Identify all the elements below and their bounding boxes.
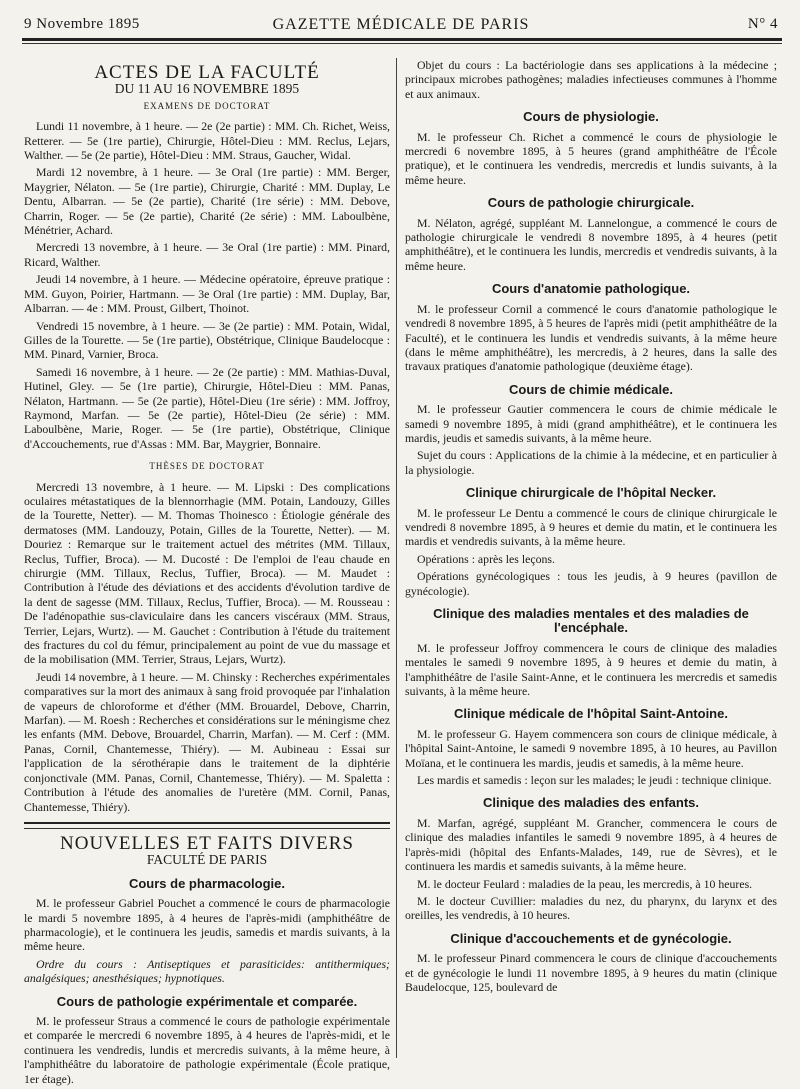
header-rule [22, 38, 782, 41]
examen-entry: Mardi 12 novembre, à 1 heure. — 3e Oral (1re partie) : MM. Berger, Maygrier, Nélaton. — 5e (1re partie), Chirurgie, Charité : MM. Duplay, Le Dentu, Albarran. — 5e (2e partie), Charité (1re série) : MM. Debove, Charrin, Roger. — 5e (2e partie), Charité (2e série) : MM. Laboulbène, Ménétrier, Achard. [24, 165, 390, 238]
paragraph: Opérations : après les leçons. [417, 551, 555, 566]
section-dates: DU 11 AU 16 NOVEMBRE 1895 [114, 81, 300, 97]
paragraph: M. le professeur Ch. Richet a commencé le cours de physiologie le mercredi 6 novembre 1895, à 5 heures (grand amphithéâtre de l'École pratique), et le continuera les vendredis, mercredis et lundis suivants, à la même heure. [405, 129, 777, 187]
running-header [24, 10, 778, 36]
heading-accouchements: Clinique d'accouchements et de gynécologie. [450, 930, 732, 946]
paragraph: Les mardis et samedis : leçon sur les malades; le jeudi : technique clinique. [417, 773, 772, 788]
paragraph: M. le professeur Gabriel Pouchet a commencé le cours de pharmacologie le mardi 5 novembre 1895, à 4 heures de l'après-midi (amphithéâtre de pharmacologie), et le continuera les jeudis, samedis et mardis suivants, à la même heure. [24, 896, 390, 954]
section-subtitle: FACULTÉ DE PARIS [146, 852, 268, 868]
paragraph: M. le professeur G. Hayem commencera son cours de clinique médicale, à l'hôpital Saint-Antoine, le samedi 9 novembre 1895, à 10 heures, au Pavillon Moïana, et le continuera les mardis, jeudis et samedis, à la même heure. [405, 726, 777, 770]
heading-necker: Clinique chirurgicale de l'hôpital Necker. [465, 485, 717, 501]
heading-pharmacologie: Cours de pharmacologie. [128, 875, 286, 891]
paragraph: M. le professeur Cornil a commencé le cours d'anatomie pathologique le vendredi 8 novembre 1895, à 5 heures de l'après midi (petit amphithéâtre de la Faculté), et le continuera les lundis et vendredis suivants, à la même heure (dans le même amphithéâtre), les mercredis, à 2 heures, dans la salle des travaux pratiques d'anatomie pathologique (deuxième étage). [405, 301, 777, 374]
heading-chimie: Cours de chimie médicale. [508, 381, 673, 397]
section-rule-thin [24, 828, 390, 829]
section-title-actes: ACTES DE LA FACULTÉ [94, 62, 320, 83]
right-column [405, 58, 777, 997]
paragraph: M. le professeur Le Dentu a commencé le cours de clinique chirurgicale le vendredi 8 novembre 1895, à 9 heures et demie du matin, et le continuera les mardis et vendredis suivants, à la même heure. [405, 505, 777, 549]
heading-enfants: Clinique des maladies des enfants. [482, 795, 699, 811]
paragraph: Sujet du cours : Applications de la chimie à la médecine, et en particulier à la physiologie. [405, 448, 777, 477]
paragraph: M. le professeur Gautier commencera le cours de chimie médicale le samedi 9 novembre 1895, à midi (grand amphithéâtre), et le continuera les mardis, jeudis et samedis suivants, à la même heure. [405, 402, 777, 445]
heading-maladies-mentales: Clinique des maladies mentales et des maladies de l'encéphale. [433, 606, 749, 636]
these-entry: Mercredi 13 novembre, à 1 heure. — M. Lipski : Des complications oculaires métastatiques de la blennorrhagie (MM. Potain, Landouzy, Gilles de la Tourette, Netter). — M. Thomas Thoinesco : Étiologie générale des dermatoses (MM. Landouzy, Potain, Gilles de la Tourette, Netter). — M. Douriez : Remarque sur le traitement actuel des métrites (MM. Tillaux, Reclus, Tuffier, Broca). — M. Ducosté : De l'emploi de l'eau chaude en chirurgie (MM. Tillaux, Reclus, Tuffier, Broca). — M. Maudet : Contribution à l'étude des déviations et des accidents d'évolution tardive de la dent de sagesse (MM. Tillaux, Reclus, Tuffier, Broca). — M. Rousseau : De l'adénopathie sus-claviculaire dans les cancers viscéraux (MM. Straus, Terrier, Lejars, Wurtz). — M. Gauchet : Contribution à l'étude du traitement des fractures du col du fémur, principalement au point de vue du massage et de la mobilisation (MM. Terrier, Straus, Lejars, Wurtz). [24, 479, 390, 667]
paragraph: M. le professeur Straus a commencé le cours de pathologie expérimentale et comparée le mercredi 6 novembre 1895, à 4 heures de l'après-midi, et le continuera les vendredis, lundis et mercredis suivants, à la même heure, à l'amphithéâtre du laboratoire de pathologie expérimentale (École pratique, 1er étage). [24, 1013, 390, 1086]
examen-entry: Vendredi 15 novembre, à 1 heure. — 3e (2e partie) : MM. Potain, Widal, Gilles de la Tourette. — 5e (1re partie), Obstétrique, Clinique Baudelocque : MM. Pinard, Varnier, Broca. [24, 318, 390, 362]
heading-physiologie: Cours de physiologie. [523, 109, 659, 125]
heading-pathologie-experimentale: Cours de pathologie expérimentale et comparée. [56, 993, 358, 1009]
paragraph: Objet du cours : La bactériologie dans ses applications à la médecine ; principaux microbes pathogènes; maladies infectieuses communes à l'homme et aux animaux. [405, 58, 777, 101]
issue-date: 9 Novembre 1895 [24, 16, 140, 32]
section-rule [24, 822, 390, 824]
column-divider [396, 58, 397, 1058]
examen-entry: Samedi 16 novembre, à 1 heure. — 2e (2e partie) : MM. Mathias-Duval, Hutinel, Gley. — 5e (1re partie), Chirurgie, Hôtel-Dieu : MM. Panas, Nélaton, Hartmann. — 5e (2e partie), Hôtel-Dieu (1re série) : MM. Joffroy, Raymond, Marfan. — 5e (2e partie), Hôtel-Dieu (2e série) : MM. Laboulbène, Marie, Roger. — 5e (1re partie), Obstétrique, Clinique d'Accouchements, rue d'Assas : MM. Bar, Maygrier, Bonnaire. [24, 364, 390, 451]
theses-label: THÈSES DE DOCTORAT [149, 461, 265, 472]
heading-anatomie: Cours d'anatomie pathologique. [491, 281, 691, 297]
paragraph: M. le docteur Feulard : maladies de la peau, les mercredis, à 10 heures. [417, 876, 753, 891]
section-title-nouvelles: NOUVELLES ET FAITS DIVERS [60, 832, 354, 854]
paragraph: M. le professeur Pinard commencera le cours de clinique d'accouchements et de gynécologie le lundi 11 novembre 1895, à 9 heures du matin (clinique Baudelocque, 125, boulevard de [405, 951, 777, 994]
these-entry: Jeudi 14 novembre, à 1 heure. — M. Chinsky : Recherches expérimentales comparatives sur la mort des animaux à sang froid provoquée par l'inhalation de vapeurs de chloroforme et d'éther (MM. Brouardel, Debove, Charrin, Marfan). — M. Roesh : Recherches et considérations sur le méningisme chez les enfants (MM. Debove, Brouardel, Charrin, Marfan). — M. Cerf : (MM. Panas, Cornil, Chantemesse, Thiéry). — M. Aubineau : Essai sur l'application de la sérothérapie dans le traitement de la diphtérie conjonctivale (MM. Panas, Cornil, Chantemesse, Thiéry). — M. Spaletta : Contribution à l'étude des anomalies de l'uretère (MM. Cornil, Panas, Chantemesse, Thiéry). [24, 669, 390, 814]
heading-saint-antoine: Clinique médicale de l'hôpital Saint-Antoine. [454, 706, 728, 722]
paragraph: Ordre du cours : Antiseptiques et parasiticides: antithermiques; analgésiques; anesthésiques; hypnotiques. [24, 956, 390, 986]
heading-pathologie-chirurgicale: Cours de pathologie chirurgicale. [487, 195, 695, 211]
paragraph: M. le professeur Joffroy commencera le cours de clinique des maladies mentales le samedi 9 novembre 1895, à 9 heures et demie du matin, à l'amphithéâtre de l'asile Saint-Anne, et le continuera les mercredis et samedis suivants, à la même heure. [405, 640, 777, 699]
paragraph: M. Nélaton, agrégé, suppléant M. Lannelongue, a commencé le cours de pathologie chirurgicale le vendredi 8 novembre 1895, à 4 heures (petit amphithéâtre), et le continuera les lundis, mercredis et vendredis suivants, à la même heure. [405, 215, 777, 273]
paragraph: Opérations gynécologiques : tous les jeudis, à 9 heures (pavillon de gynécologie). [405, 569, 777, 598]
paragraph: M. Marfan, agrégé, suppléant M. Grancher, commencera le cours de clinique des maladies infantiles le samedi 9 novembre 1895, à 4 heures de l'après-midi (hôpital des Enfants-Malades, 149, rue de Sèvres), et le continuera les mardis et samedis suivants, à la même heure. [405, 815, 777, 874]
paragraph: M. le docteur Cuvillier: maladies du nez, du pharynx, du larynx et des oreilles, les vendredis, à 10 heures. [405, 893, 777, 923]
examen-entry: Lundi 11 novembre, à 1 heure. — 2e (2e partie) : MM. Ch. Richet, Weiss, Retterer. — 5e (1re partie), Chirurgie, Hôtel-Dieu : MM. Reclus, Lejars, Walther. — 5e (2e partie), Hôtel-Dieu : MM. Straus, Gaucher, Widal. [24, 119, 390, 163]
issue-number: N° 4 [747, 16, 778, 32]
left-column [24, 58, 390, 1089]
header-rule-thin [22, 43, 782, 44]
examen-entry: Mercredi 13 novembre, à 1 heure. — 3e Oral (1re partie) : MM. Pinard, Ricard, Walther. [24, 240, 390, 269]
journal-title: GAZETTE MÉDICALE DE PARIS [272, 16, 530, 33]
examen-entry: Jeudi 14 novembre, à 1 heure. — Médecine opératoire, épreuve pratique : MM. Guyon, Poirier, Hartmann. — 3e Oral (1re partie) : MM. Duplay, Bar, Albarran. — 4e : MM. Proust, Gilbert, Thoinot. [24, 272, 390, 316]
examens-label: EXAMENS DE DOCTORAT [143, 100, 271, 111]
